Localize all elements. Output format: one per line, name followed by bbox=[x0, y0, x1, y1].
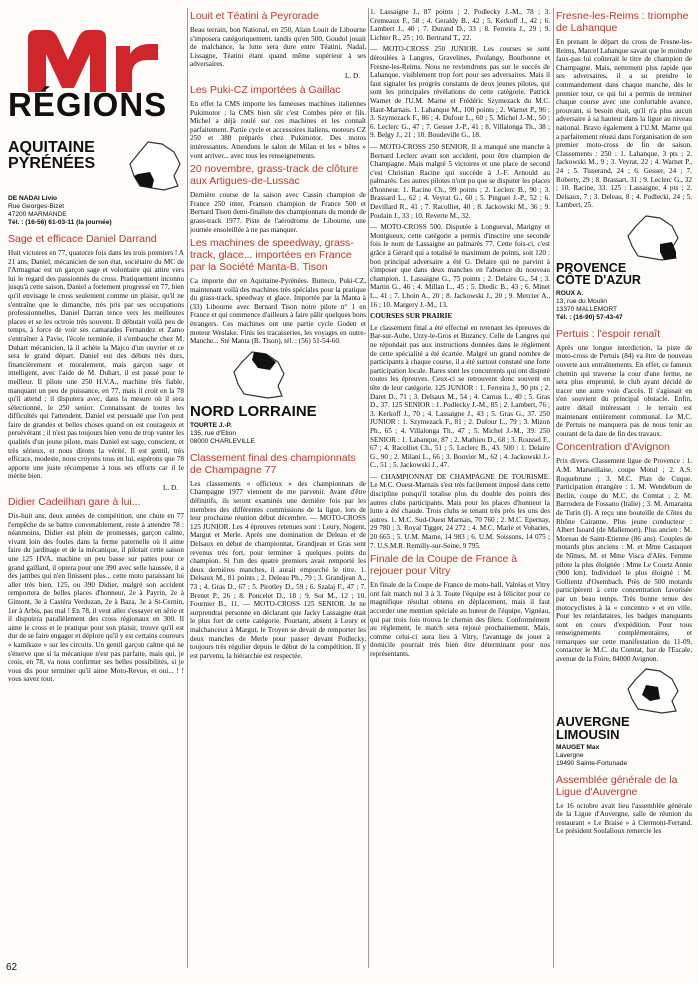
article-body: 1. Lassaigne J., 87 points ; 2. Podlecky J.-M., 78 ; 3. Cremeaux F., 58 ; 4. Geraldy B., 42 ; 5. Kerkoff J., 42 ; 6. Lambert J., 40 ; 7. Durand D., 33 ; 8. Ferreira J., 29 ; 9. Lichter R., 25 ; 10. Bertrand T., 22. bbox=[370, 8, 550, 42]
contact-city: 13370 MALLEMORT bbox=[556, 305, 618, 313]
article-signature: L. D. bbox=[163, 484, 178, 493]
article-body: Ca importe dur en Aquitaine-Pyrénées. Butteco, Puki-CZ, maintenant voilà des machines très spéciales pour la pratique du grass-track, speedway et glace. Importée par la Manta à (33) Libourne avec Bernard Tison notre pilote n° 1 en France et qui commence d'ailleurs à faire pâlir quelques bons étrangers. Ces machines ont une partie cycle Goden et moteur Weslake. Finis les tracasseries, les voyages en outre-Manche... Sté Manta (B. Tison), tél. : (56) 51-54-60. bbox=[190, 277, 366, 346]
contact-city: 08000 CHARLEVILLE bbox=[190, 437, 255, 445]
provence-region-line1: PROVENCE bbox=[556, 260, 627, 275]
article-title: Pertuis : l'espoir renaît bbox=[556, 327, 661, 340]
article-body: — CHAMPIONNAT DE CHAMPAGNE DE TOURISME. Le M.C. Ouest-Marnais s'est très facilement imposé dans cette discipline puisqu'il totalise plus du double des points des autres clubs participants. Mais pour les places d'honneur la lutte a été chaude. Trois clubs se tenant très près les uns des autres. 1. M.C. Sud-Ouest Marnais, 70 760 ; 2. M.C. Epernay, 29 780 ; 3. Royal Tigger, 24 272 ; 4. M.C. Marle et Voharies, 20 665 ; 5. U.M. Marne, 14 983 ; 6. U.M. Soissons, 14 075 ; 7. U.S.M.R. Remilly-sur-Seine, 9 795. bbox=[370, 472, 550, 550]
contact-street: Lavergne bbox=[556, 751, 584, 759]
article-body: — MOTO-CROSS 250 JUNIOR. Les courses se sont déroulées à Langres, Gravelines, Poulangy, Bourbonne et Fresne-les-Reims. Nous ne reviendrons pas sur le succès de Lahanque, visiblement trop fort pour ses adversaires. Mais il faut signaler les progrès constants de deux jeunes pilotes, qui sont les principales révélations de cette catégorie. Patrick Warnet de l'U.M. Marne et Frédéric Szymezack du M.C. Haut-Marnais. 1. Lahanque M., 100 points ; 2. Warnet P., 96 ; 3. Szymezack F., 86 ; 4. Dufour L., 60 ; 5. Michel J.-M., 50 ; 6. Leclerc G., 47 ; 7. Gesser J.-P., 41 ; 8. Villalonga Th., 38 ; 9. Belgy J., 21 ; 10. Boudeville G., 18. bbox=[370, 45, 550, 140]
contact-street: 135, rue d'Etion bbox=[190, 429, 236, 437]
provence-region-line2: CÔTE D'AZUR bbox=[556, 273, 641, 288]
column-1 bbox=[8, 8, 184, 943]
regions-title: RÉGIONS bbox=[8, 86, 168, 123]
column-4 bbox=[556, 8, 692, 978]
article-body: Le classement final a été effectué en retenant les épreuves de Bar-sur-Aube, Urzy-le-Gros et Buzancy. Celle de Langres qui ne répondait pas aux instructions données dans le règlement de cette spécialité a été écartée. Malgré un grand nombre de participants à chaque course, il a été surtout constaté une forte participation locale. Rares sont les concurrents qui ont disputé toutes les épreuves. Ceux-ci se retrouvent donc souvent en tête de leur catégorie. 125 JUNIOR : 1. Ferreira J., 90 pts ; 2. Daret D., 71 ; 3. Delsaux M., 54 ; 4. Camus L., 40 ; 5. Gras D., 37. 125 SENIOR : 1. Podlecky J.-M., 85 ; 2. Lambert, 76 ; 3. Kerkoff J., 70 ; 4. Lassaigne J., 43 ; 5. Gras G., 37. 250 JUNIOR : 1. Szymezack F., 81 ; 2. Dufour L., 79 ; 3. Mizon Ph., 65 ; 4. Villalonga Th., 47 ; 5. Michel J.-M., 39. 250 SENIOR : 1. Lahanque, 87 ; 2. Mathieu D., 68 ; 3. Roussel F., 67 ; 4. Racolliet Ch., 51 ; 5. Leclerc B., 43. 500 : 1. Delaire G., 90 ; 2. Milani L., 66 ; 3. Bouvier M., 62 ; 4. Jackowski J.-C., 51 ; 5. Jackowski J., 47. bbox=[370, 323, 550, 470]
nordlorraine-region: NORD LORRAINE bbox=[190, 402, 317, 420]
contact-street: 13, rue du Moulin bbox=[556, 297, 607, 305]
article-body: Prix divers. Classement ligue de Provence : 1. A.M. Marseillaise, coupe Motul ; 2. A.S. Roquebrune ; 3. M.C. Plan de Cuque. Participation étrangère : 1. M. Wendeburn de Berlin, coupe du M.C. du Comtat ; 2. M. Barrodera de Fossano (Italie) ; 3. M. Amaranta de Turin (I). A reçu une bouteille de Côtes du Rhône Cairanne. Plus jeune conducteur : Albert Isoard (de Mallemort). Plus ancien : M. Moreau de Saint-Etienne (86 ans). Couples de motards plus anciens : M. et Mme Castaquet de Nîmes, M. et Mme Visca d'Alès. Femme pilote la plus éloignée : Mme Le Courtz Annie (900 km). Individuel le plus éloigné : M. Gollientz d'Osembach. Près de 500 motards participèrent à cette concentration favorisée par un beau temps. Très bonne tenue des motocyclistes à la « concentro » et en ville. Pour les retardataires, les badges manquants sont en cours d'expédition. Pour tous renseignements complémentaires, et remarques sur cette manifestation du 11-09, contacter le M.C. du Comtat, bar de l'Escale, avenue de la Foire, 84000 Avignon. bbox=[556, 457, 692, 664]
france-map-icon bbox=[626, 667, 682, 715]
contact-name: ROUX A. bbox=[556, 289, 584, 297]
article-title: Les machines de speedway, grass-track, glace... importées en France par la Société Manta-B. Tison bbox=[190, 237, 354, 274]
nordlorraine-contact bbox=[190, 422, 366, 446]
column-2 bbox=[190, 8, 366, 973]
article-body: Les classements « officieux » des championnats de Champagne 1977 viennent de me parvenir. Avant d'être définitifs, ils seront examinés une dernière fois par les membres des différentes commissions de la ligue, lors de leur prochaine réunion début décembre. — MOTO-CROSS 125 JUNIOR. Les 4 épreuves retenues sont : Leury, Nogent, Margut et Merle. Après une domination de Deleau et de Delsaux en début de championnat, Grandjean et Gras sont revenus très fort, pour terminer à quelques points du champion. Si l'un des quatre premiers avait remporté les deux dernières manches, il aurait emporché le titre. 1. Delsaux M., 81 points ; 2. Deleau Ph., 79 ; 3. Grandjean A., 73 ; 4. Gras D., 67 ; 5. Pirotley D., 59 ; 6. Szalaj F., 47 ; 7. Brenet P., 26 ; 8. Poncelet D., 18 ; 9. Sot M., 12 ; 10. Fournier B., 11. — MOTO-CROSS 125 SENIOR. Je ne surprendrai personne en déclarant que Jacky Lassaigne était le plus fort de cette catégorie. Pourtant, absent à Leury et malchanceux à Margut, le Troyen se devait de remporter les deux manches de Merle pour passer devant Podlecky, toujours très régulier depuis le début de la compétition. Il y est parvenu, la hiérarchie est respectée. bbox=[190, 479, 366, 660]
contact-name: TOURTE J.-P. bbox=[190, 421, 232, 429]
article-body: — MOTO-CROSS 250 SENIOR. Il a manqué une manche à Bernard Leclerc avant son accident, pour être champion de Champagne. Mais malgré 5 victoires et une place de second c'est Christian Racine qui succède à J.-F. Arnould au palmarès. Les autres pilotes n'ont pu que se disputer les places d'honneur. 1. Racine Ch., 99 points ; 2. Leclerc B., 90 ; 3. Brassard L., 62 ; 4. Veyrat G., 60 ; 5. Pinguet J.-P., 52 ; 6. Devillard R., 41 ; 7. Racolliet, 40 ; 8. Jackowski M., 36 ; 9. Poulain J., 33 ; 10. Reverte M., 32. bbox=[370, 142, 550, 220]
article-title: Fresne-les-Reims : triomphe de Lahanque bbox=[556, 10, 689, 34]
article-body: Dernière course de la saison avec Cassin champion de France 250 inter, Franson champion de France 500 et Bernard Tison demi-finaliste des championnats du monde de grass-track 1977. Piste de l'aérodrome de Libourne, une journée ensoleillée à ne pas manquer. bbox=[190, 191, 366, 234]
auvergne-contact bbox=[556, 744, 692, 768]
article-body: Le 16 octobre avait lieu l'assemblée générale de la Ligue d'Auvergne, salle de réunion du restaurant « Le Braise » à Clermont-Ferrand. Le président Soulalioux remercie les bbox=[556, 801, 692, 836]
subsection-title: COURSES SUR PRAIRIE bbox=[370, 312, 453, 321]
france-map-icon bbox=[230, 350, 290, 400]
mr-logo-icon bbox=[28, 30, 158, 92]
contact-street: Rue Georges-Bizet bbox=[8, 203, 65, 210]
regions-logo bbox=[8, 8, 184, 128]
aquitaine-region-line1: AQUITAINE bbox=[8, 139, 95, 156]
article-body: En finale de la Coupe de France de moto-ball, Valréas et Vitry ont fait match nul 3 à 3. Toute l'équipe est à féliciter pour ce magnifique résultat obtenu en déplacement, mais il faut accorder une mention spéciale au buteur de l'équipe, Vignéau, qui par trois fois trouva le chemin des filets. Conformément au règlement, le match sera rejoué prochainement. Mais, comme celui-ci aura lieu à Vitry, l'avantage de jouer à domicile pourrait très bien être déterminant pour nos représentants. bbox=[370, 581, 550, 658]
column-rule bbox=[187, 8, 188, 968]
aquitaine-contact bbox=[8, 195, 184, 227]
article-body: En prenant le départ du cross de Fresne-les-Reims, Marcel Lahanque savait que le moindre faux-pas lui coûterait le titre de champion de Champagne. Mais, nettement plus rapide que ses adversaires, il a su prendre le commandement dans chaque manche, dès le premier tour, ce qui lui a permis de terminer chaque course avec une confortable avance, prouvant, si besoin était, qu'il n'a plus aucun adversaire à sa hauteur dans la ligue au niveau national. Bravo également à l'U.M. Marne qui a parfaitement réussi dans l'organisation de son premier moto-cross de fin de saison. Classements : 250 : 1. Lahanque, 3 pts ; 2. Jackowski M., 9 ; 3. Veyrat, 22 ; 4. Warnet P., 24 ; 5. Tisserand, 24 ; 6. Gesser, 24 ; 7. Roberty, 29 ; 8. Brassart, 31 ; 9. Leclerc G., 32 ; 10. Racine, 33. 125 : Lassaigne, 4 pts ; 2. Delsaux, 7 ; 3. Deleau, 8 ; 4. Podlecki, 24 ; 5. Lambert, 25. bbox=[556, 38, 692, 210]
aquitaine-region-line2: PYRÉNÉES bbox=[8, 155, 96, 172]
column-rule bbox=[553, 8, 554, 968]
article-title: Didier Cadeilhan gare à lui... bbox=[8, 496, 141, 509]
article-title: Louit et Téatini à Peyrorade bbox=[190, 10, 319, 22]
contact-city: 19490 Sainte-Fortunade bbox=[556, 759, 628, 767]
contact-name: MAUGET Max bbox=[556, 743, 600, 751]
article-title: Classement final des championnats de Champagne 77 bbox=[190, 451, 356, 476]
column-rule bbox=[368, 8, 369, 968]
provence-contact bbox=[556, 290, 692, 322]
auvergne-region-line2: LIMOUSIN bbox=[556, 726, 620, 742]
column-3 bbox=[370, 8, 550, 973]
auvergne-region-line1: AUVERGNE bbox=[556, 713, 630, 729]
article-signature: L. D. bbox=[345, 71, 360, 80]
france-map-icon bbox=[626, 214, 682, 262]
article-title: Concentration d'Avignon bbox=[556, 441, 670, 454]
article-title: 20 novembre, grass-track de clôture aux Artigues-de-Lussac bbox=[190, 163, 359, 188]
article-body: Beau terrain, bon National, en 250, Alain Louit de Libourne s'imposera catégoriquement, tandis qu'en 500, Goudol jouait de malchance, la lutte sera dure entre Téatini, Nadal, Lissagne, Téatini étant quand même supérieur à ses adversaires. bbox=[190, 26, 366, 69]
article-title: Assemblée générale de la Ligue d'Auvergne bbox=[556, 773, 678, 798]
article-title: Finale de la Coupe de France à rejouer pour Vitry bbox=[370, 553, 518, 578]
contact-name: DE NADAI Livio bbox=[8, 195, 58, 202]
aquitaine-header bbox=[8, 140, 184, 192]
article-body: — MOTO-CROSS 500. Disputée à Longueval, Marigny et Montgueux, cette catégorie a permis d'inscrire une seconde fois le nom de Lassaigne au palmarès 77. Cette fois-ci, c'est grâce à Gérard qui a totalisé le maximum de points, soit 120 : bon principal adversaire a été G. Delaire qui ne parvint à s'imposer que dans deux manches en l'absence du nouveau champion. 1. Lassaigne G., 75 points ; 2. Delaire G., 54 ; 3. Martin G., 46 ; 4. Millan L., 45 ; 5. Diedic B., 43 ; 6. Minet L., 41 ; 7. Lhoin A., 20 ; 8. Jackowski J., 20 ; 9. Mercier A., 16 ; 10. Margery J.-M., 13. bbox=[370, 223, 550, 309]
article-title: Les Puki-CZ importées à Gaillac bbox=[190, 83, 341, 96]
france-map-icon bbox=[128, 140, 184, 192]
article-title: Sage et efficace Daniel Darrand bbox=[8, 233, 157, 245]
article-body: Huit victoires en 77, quatorze fois dans les trois premiers ! A 21 ans, Daniel, mécanicien de son état, sociétaire du MC de l'Armagnac est un garçon sage et volontaire qui attire vers lui le regard des passionnés du cross. Pratiquement inconnu jusqu'à cette saison, Daniel a fortement progressé en 77, bien qu'il envisage le cross seulement comme un plaisir, qu'il ne s'entraîne que le dimanche, très pris par ses occupations professionnelles, Daniel Darran tence vers les meilleures places et se les octroie très souvent. Il débutait voilà peu de temps, à force de voir ses camarades Fernandez et Zamo s'entraîner à Pavie, l'école terminée, il s'embauche chez M. Duhart mécanicien, là il achète la Majco d'un ouvrier et ce sera le grand départ. Daniel eut des débuts très durs, financièrement et moralement, mais garçon sage et intelligent, avec l'aide de M. Duhart, il est passé pour le meilleur. Il pilote une 250 H.V.A., machine très fiable, manquant un peu de puissance, en 77, mais il croit en la 78 qu'il attend ; il disputera avec, dans la mesure où il sera sélectionné, le 250 senior. Connaissant de toutes les difficultés qui l'attendent, Daniel est persuadé que l'on peut faire de grandes et belles choses quand on est courageux et persévérant ; il n'est pas toujours bien venu de trop vanter les qualités d'un jeune pilote, mais Daniel est sage, conscient, et très sérieux, et nous dirons la vérité. Il est gentil, très efficace, modeste, nous croyons tous en lui, espérons que 78 apporte une juste récompense à tous ses efforts car il le mérite bien. bbox=[8, 249, 184, 481]
page-number: 62 bbox=[6, 962, 18, 973]
article-body: En effet la CMS importe les fameuses machines italiennes Pukimotor ; la CMS bien sûr c'est Combes père et fils. Michel a déjà roulé sur ces machines et les connaît parfaitement. Partie cycle et accessoires italiens, moteurs CZ 250 et 380 préparés chez Pukimotor. Des motos intéressantes. Attendons le salon de Milan et les « bêtes » vont arriver... avec tous les renseignements. bbox=[190, 99, 366, 160]
contact-phone: Tél. : (16-90) 57-43-47 bbox=[556, 313, 623, 321]
article-body: Dix-huit ans, deux années de compétition, une chute en 77 l'empêche de se battre convenablement, reste à attendre 78 : néanmoins, Didier est plein de promesses, garçon calme, vivant loin des foules dans la ferme paternelle où il aime faire du jardinage et de la mécanique, il pilotait cette saison une 125 HVA, machine un peu basse sur pattes pour ce grand gaillard, il optera pour une 390 avec selle haussée, il a des jambes qui n'en finissent plus... cette moto paraissant lui aller très bien. 125, ou 390 Didier, malgré son accident remportera de belles places d'honneur, 2e à Payrin, 2e à Gimont, 3e à Castéra Verduzan, 2e à Baza, 3e à St-Cernin, 1er à Arbis, pas mal ! En 78, il veut aller s'essayer en série et il disputera parallèlement des cross régionaux en 300. Il aime le cross et le pratique pour son plaisir, trouve qu'il est dur de se faire engager et déplore qu'il y est certains coureurs « kamikaze » sur les circuits. Un gentil garçon calme qui ne s'énerve que si la mécanique n'est pas parfaite, mais qui, je crois, en 78, va nous confirmer ses belles possibilités, si je vous dis pour terminer qu'il aime Moto-Revue, et oui... ! ! vous savez tout. bbox=[8, 512, 184, 684]
contact-city: 47200 MARMANDE bbox=[8, 211, 67, 218]
article-body: Après une longue interdiction, la piste de moto-cross de Pertuis (84) va être de nouveau ouverte aux entraînements. En effet, ce fameux chemin qui traverse la cour d'une ferme, ne sera plus emprunté, le club ayant décidé de tracer une autre voie d'accès. Il s'agissait en s'en souvient du principal obstacle. Enfin, autre détail intéressant : le terrain est maintenant entièrement communal. Le M.C. de Pertuis ne manquera pas de nous tenir au courant de la date de fin des travaux. bbox=[556, 343, 692, 438]
contact-phone: Tél. : (16-56) 61-03-11 (la journée) bbox=[8, 219, 112, 226]
